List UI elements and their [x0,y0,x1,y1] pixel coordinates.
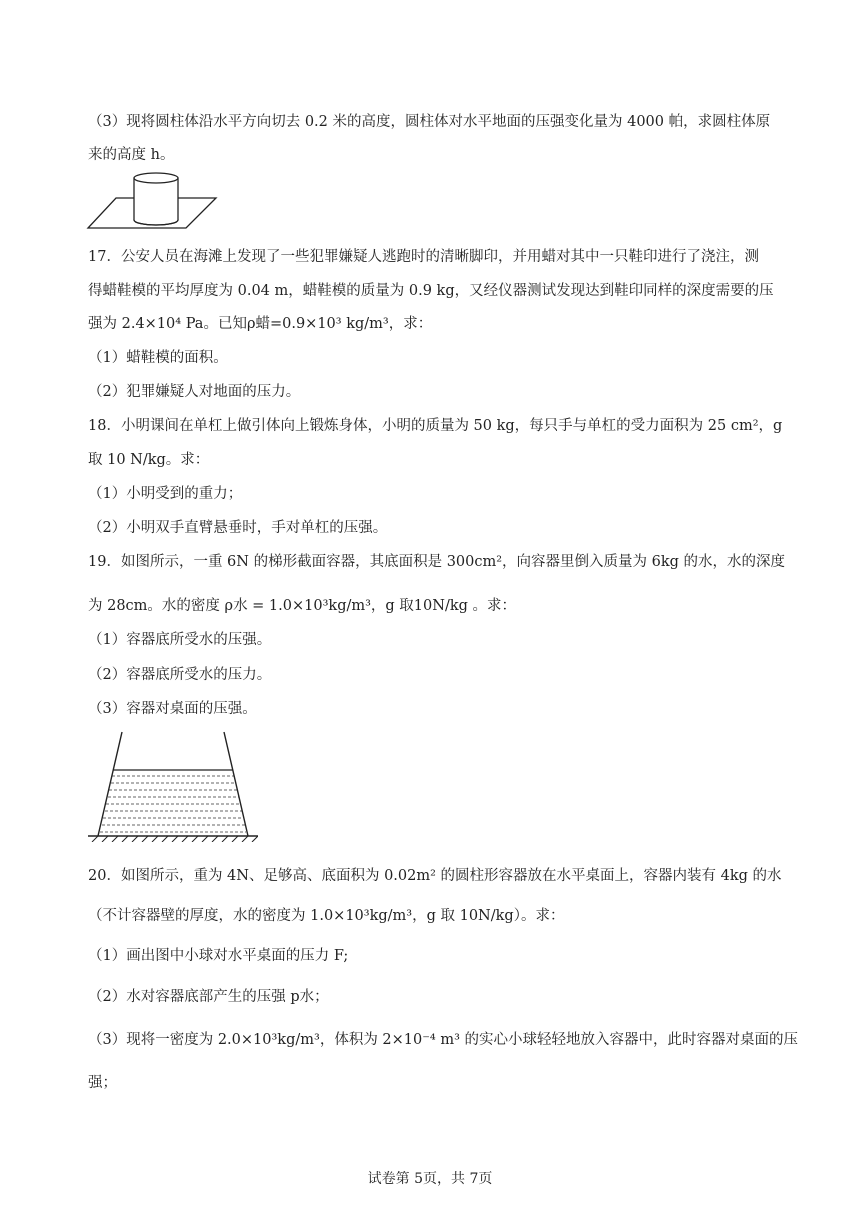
q20-line2: （不计容器壁的厚度，水的密度为 1.0×10³kg/m³，g 取 10N/kg）。求： [88,908,565,924]
q17-sub1: （1）蜡鞋模的面积。 [88,350,228,366]
q20-sub3-line2: 强； [88,1075,117,1091]
q18-sub1: （1）小明受到的重力； [88,486,243,502]
q16-part3-line1: （3）现将圆柱体沿水平方向切去 0.2 米的高度，圆柱体对水平地面的压强变化量为 4000 帕，求圆柱体原 [88,114,771,130]
q20-sub3-line1: （3）现将一密度为 2.0×10³kg/m³，体积为 2×10⁻⁴ m³ 的实心小球轻轻地放入容器中，此时容器对桌面的压 [88,1032,799,1048]
q17-line3: 强为 2.4×10⁴ Pa。已知ρ蜡=0.9×10³ kg/m³，求： [88,316,433,332]
page-footer: 试卷第 5页，共 7页 [367,1171,493,1187]
q20-line1: 20．如图所示，重为 4N、足够高、底面积为 0.02m² 的圆柱形容器放在水平桌面上，容器内装有 4kg 的水 [88,868,782,884]
cylinder-on-ground-figure [86,170,226,232]
q17-sub2: （2）犯罪嫌疑人对地面的压力。 [88,384,301,400]
q19-sub2: （2）容器底所受水的压力。 [88,667,272,683]
q17-line1: 17．公安人员在海滩上发现了一些犯罪嫌疑人逃跑时的清晰脚印，并用蜡对其中一只鞋印进行了浇注，测 [88,249,759,265]
q16-part3-line2: 来的高度 h。 [88,147,175,163]
q19-sub3: （3）容器对桌面的压强。 [88,701,257,717]
q19-sub1: （1）容器底所受水的压强。 [88,632,272,648]
q19-line1: 19．如图所示，一重 6N 的梯形截面容器，其底面积是 300cm²，向容器里倒入质量为 6kg 的水，水的深度 [88,554,786,570]
q19-line2: 为 28cm。水的密度 ρ水 = 1.0×10³kg/m³，g 取10N/kg 。求： [88,598,517,614]
q20-sub2: （2）水对容器底部产生的压强 p水； [88,989,329,1005]
q18-line1: 18．小明课间在单杠上做引体向上锻炼身体，小明的质量为 50 kg，每只手与单杠的受力面积为 25 cm²，g [88,418,783,434]
trapezoid-container-figure [88,730,258,842]
q18-sub2: （2）小明双手直臂悬垂时，手对单杠的压强。 [88,520,388,536]
q18-line2: 取 10 N/kg。求： [88,452,210,468]
q20-sub1: （1）画出图中小球对水平桌面的压力 F; [88,948,349,964]
q17-line2: 得蜡鞋模的平均厚度为 0.04 m，蜡鞋模的质量为 0.9 kg，又经仪器测试发现达到鞋印同样的深度需要的压 [88,283,774,299]
